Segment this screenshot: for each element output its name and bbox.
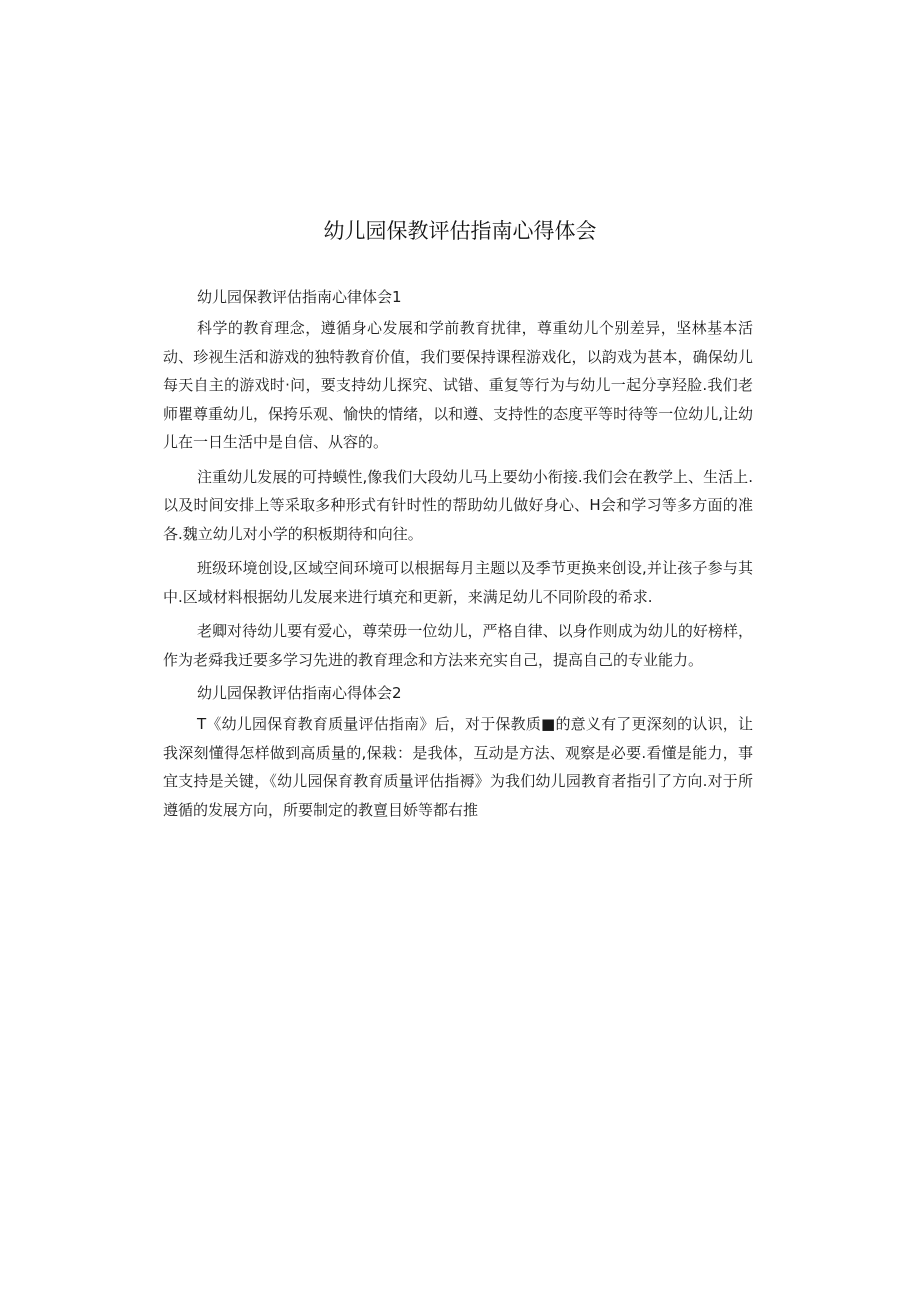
document-body: [163, 284, 753, 830]
body-paragraph: 注重幼儿发展的可持蟆性,像我们大段幼儿马上要幼小衔接.我们会在教学上、生活上.以及时间安排上等采取多种形式有针时性的帮助幼儿做好身心、H会和学习等多方面的准各.魏立幼儿对小学的积板期待和向往。: [163, 467, 753, 543]
body-paragraph: 班级环境创设,区域空间环境可以根据每月主题以及季节更换来创设,并让孩子参与其中.区域材料根据幼儿发展来进行填充和更新，来满足幼儿不同阶段的希求.: [163, 559, 753, 606]
body-paragraph: T《幼儿园保育教育质量评估指南》后，对于保教质■的意义有了更深刻的认识，让我深刻懂得怎样做到高质量的,保栽：是我体，互动是方法、观察是必要.看懂是能力，事宜支持是关键，《幼儿园保育教育质量评估指褥》为我们幼儿园教育者指引了方向.对于所遵循的发展方向，所要制定的教亶目娇等都右推: [163, 715, 753, 819]
document-title: 幼儿园保教评估指南心得体会: [323, 219, 597, 243]
section-heading: 幼儿园保教评估指南心律体会1: [197, 288, 402, 306]
body-paragraph: 科学的教育理念，遵循身心发展和学前教育扰律，尊重幼儿个别差异，坚林基本活动、珍视生活和游戏的独特教育价值，我们要保持课程游戏化，以韵戏为甚本，确保幼儿每天自主的游戏时·问，要支持幼儿探究、试错、重复等行为与幼儿一起分享羟脸.我们老师瞿尊重幼儿，保挎乐观、愉快的情绪，以和遵、支持性的态度平等时待等一位幼儿,让幼儿在一日生活中是自信、从容的。: [163, 319, 753, 451]
section-heading: 幼儿园保教评估指南心得体会2: [197, 684, 402, 702]
body-paragraph: 老卿对待幼儿要有爱心，尊荣毋一位幼儿，严格自律、以身作则成为幼儿的好榜样，作为老舜我迁要多学习先进的教育理念和方法来充实自己，提高自己的专业能力。: [163, 622, 753, 669]
